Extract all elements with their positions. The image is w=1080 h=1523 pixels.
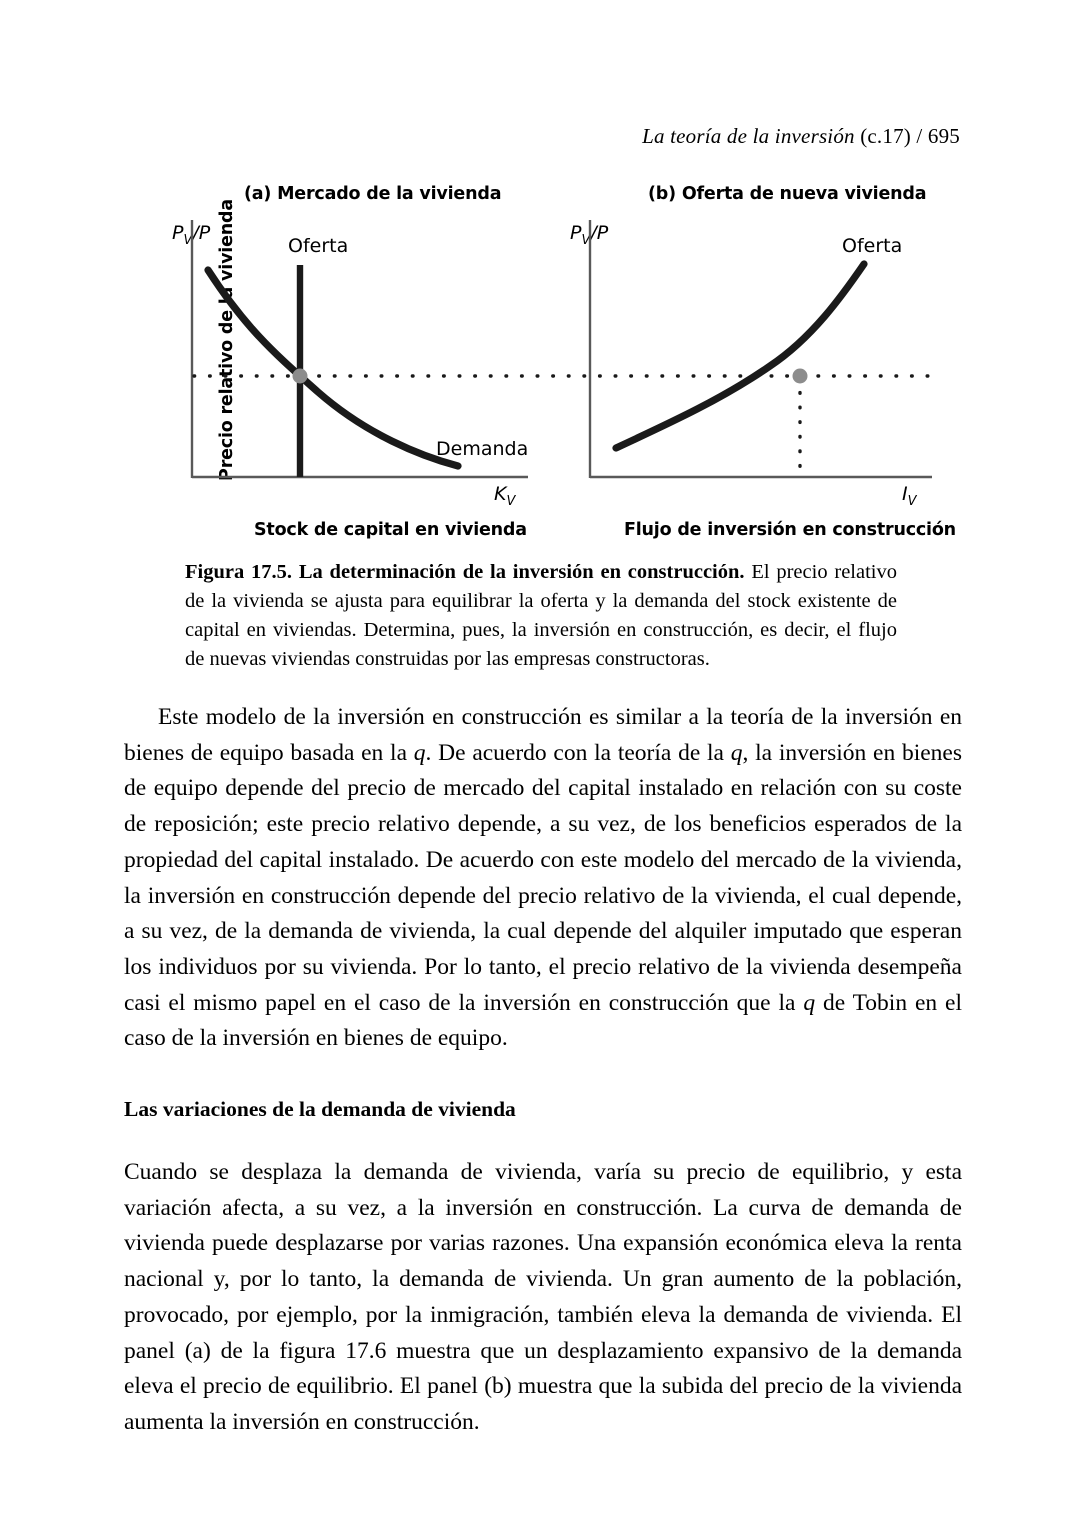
panel-b-x-symbol-main: I <box>902 483 908 505</box>
panel-a-y-symbol-sub: V <box>183 232 193 248</box>
body-paragraph-2-container <box>124 1155 962 1441</box>
panel-a-x-symbol-sub: V <box>506 493 516 509</box>
panel-b-title: (b) Oferta de nueva vivienda <box>648 184 927 204</box>
running-head <box>642 124 960 149</box>
panel-a-y-symbol-main: P <box>172 222 184 244</box>
p1-part-4: de Tobin en el caso de la inversión en bienes de equipo. <box>124 989 962 1052</box>
p1-part-1: Este modelo de la inversión en construcción es similar a la teoría de la inversión en bienes de equipo basada en la <box>124 704 962 766</box>
p1-part-3: , la inversión en bienes de equipo depende del precio de mercado del capital instalado en relación con su coste de reposición; este precio relativo depende, a su vez, de los beneficios esperados de la propiedad del capital instalado. De acuerdo con este modelo del mercado de la vivienda, la inversión en construcción depende del precio relativo de la vivienda, el cual depende, a su vez, de la demanda de vivienda, la cual depende del alquiler imputado que esperan los individuos por su vivienda. Por lo tanto, el precio relativo de la vivienda desempeña casi el mismo papel en el caso de la inversión en construcción que la <box>124 739 963 1016</box>
p1-q-symbol-3: q <box>803 989 816 1016</box>
figure-caption <box>185 558 897 674</box>
figure-caption-lead: Figura 17.5. La determinación de la inversión en construcción. <box>185 561 745 583</box>
figure-caption-text: El precio relativo de la vivienda se ajusta para equilibrar la oferta y la demanda del stock existente de capital en viviendas. Determina, pues, la inversión en construcción, es decir, el flujo de nuevas viviendas construidas por las empresas constructoras. <box>185 561 897 671</box>
panel-a-demand-label: Demanda <box>436 438 529 460</box>
panel-b-supply-curve <box>616 264 864 448</box>
panel-a-equilibrium-point <box>293 369 308 384</box>
panel-b-x-symbol-sub: V <box>907 493 917 509</box>
panel-a-y-symbol-tail: /P <box>192 222 211 244</box>
panel-a-demand-curve <box>208 270 458 466</box>
panel-a-x-axis-caption: Stock de capital en vivienda <box>254 520 527 540</box>
panel-b-x-axis-caption: Flujo de inversión en construcción <box>624 520 956 540</box>
panel-b-y-symbol-main: P <box>570 222 582 244</box>
section-heading-container <box>124 1094 962 1124</box>
p1-q-symbol-2: q <box>730 739 743 766</box>
panel-b-equilibrium-point <box>793 369 808 384</box>
panel-b-y-symbol-sub: V <box>581 232 591 248</box>
body-paragraph-2: Cuando se desplaza la demanda de vivienda, varía su precio de equilibrio, y esta variación afecta, a su vez, a la inversión en construcción. La curva de demanda de vivienda puede desplazarse por varias razones. Una expansión económica eleva la renta nacional y, por lo tanto, la demanda de vivienda. Un gran aumento de la población, provocado, por ejemplo, por la inmigración, también eleva la demanda de vivienda. El panel (a) de la figura 17.6 muestra que un desplazamiento expansivo de la demanda eleva el precio de equilibrio. El panel (b) muestra que la subida del precio de la vivienda aumenta la inversión en construcción. <box>124 1159 962 1436</box>
panel-a-title: (a) Mercado de la vivienda <box>244 184 502 204</box>
running-head-chapter-page: (c.17) / 695 <box>854 124 960 148</box>
panel-a-supply-label: Oferta <box>288 235 349 257</box>
p1-q-symbol-1: q <box>413 739 426 766</box>
section-heading: Las variaciones de la demanda de vivienda <box>124 1097 516 1121</box>
body-paragraph-1-container <box>124 700 962 1057</box>
running-head-title: La teoría de la inversión <box>642 124 855 148</box>
panel-b-y-symbol-tail: /P <box>590 222 609 244</box>
panel-b-supply-label: Oferta <box>842 235 903 257</box>
figure-17-5 <box>120 180 960 550</box>
panel-a-x-symbol-main: K <box>494 483 507 505</box>
body-paragraph-1 <box>124 700 962 1057</box>
panel-a-y-axis-caption: Precio relativo de la vivienda <box>216 199 237 481</box>
p1-part-2: . De acuerdo con la teoría de la <box>425 739 731 766</box>
figure-plot-area <box>120 180 960 550</box>
